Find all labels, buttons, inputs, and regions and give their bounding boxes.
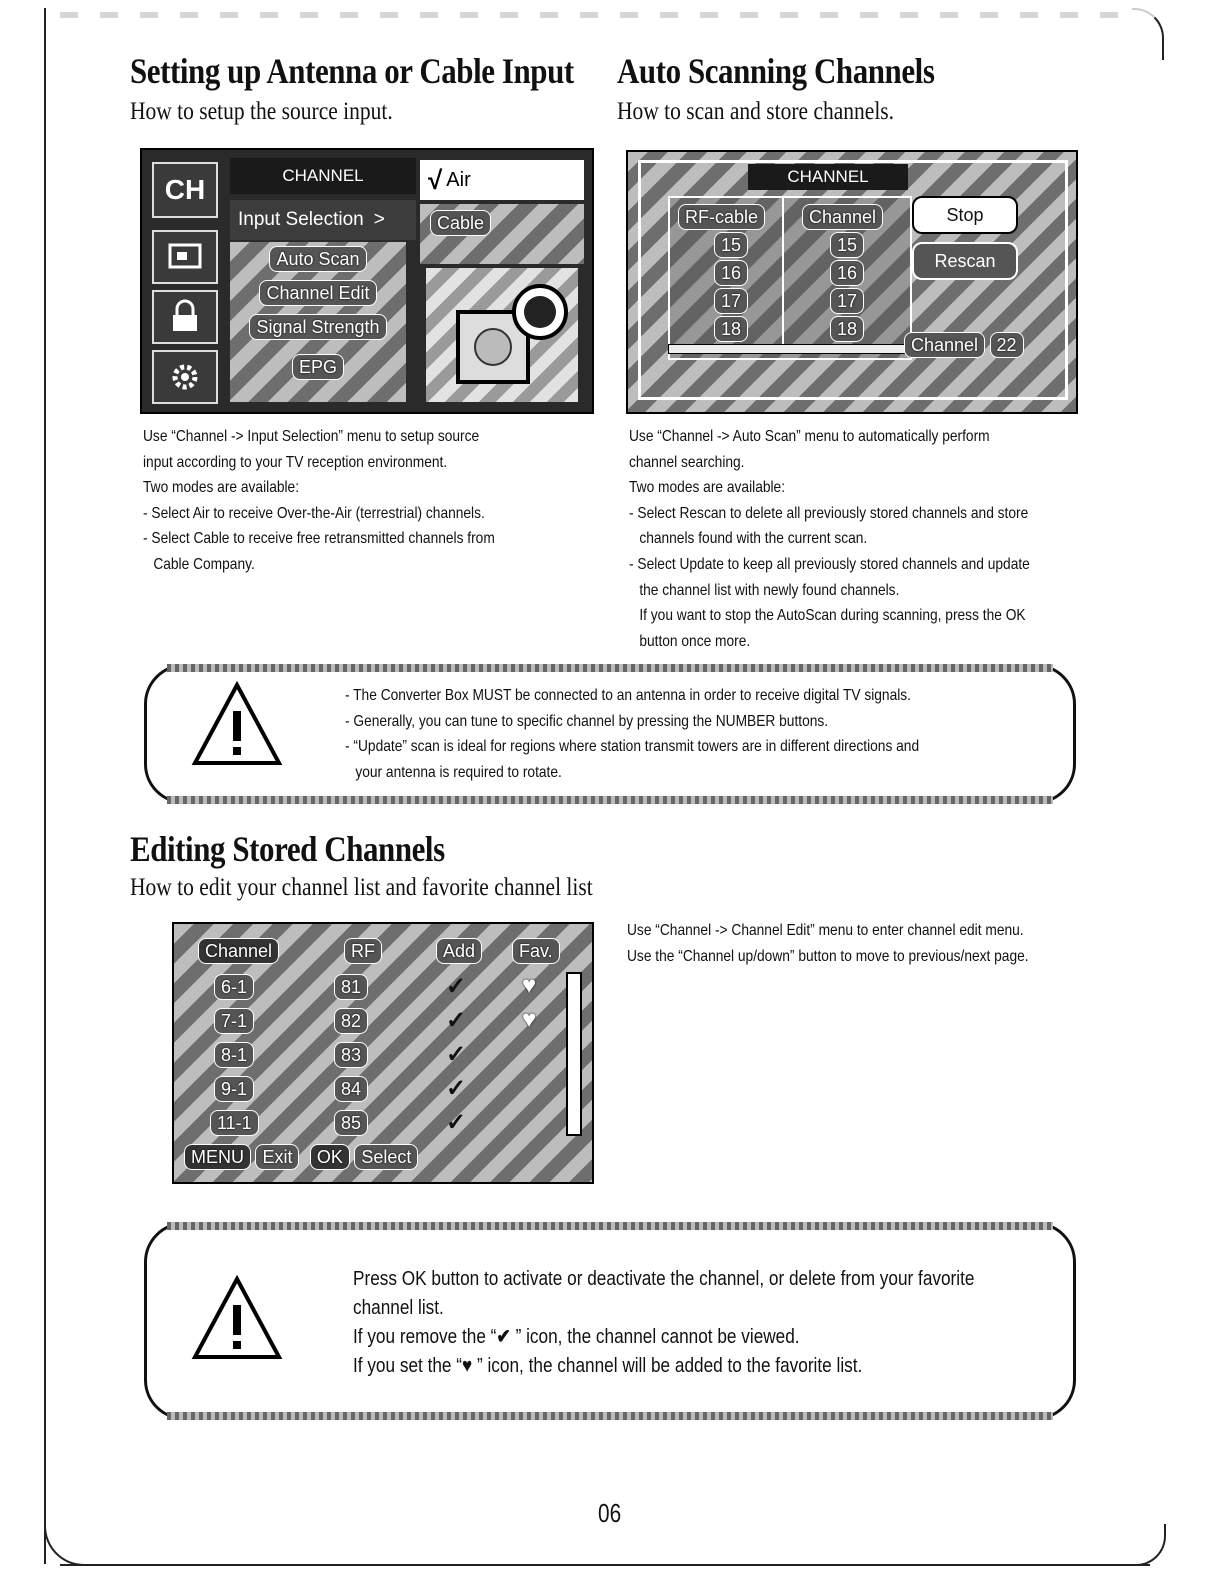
rescan-button[interactable] [912, 242, 1018, 280]
menu-item-channel-edit[interactable]: Channel Edit [259, 280, 376, 306]
row-channel: 11-1 [210, 1110, 259, 1136]
page-border-left [44, 8, 46, 1564]
rf-value: 17 [714, 288, 748, 314]
menu-item-epg[interactable]: EPG [292, 354, 344, 380]
antenna-description: Use “Channel -> Input Selection” menu to setup source input according to your TV reception environment. Two modes are available: - Select Air to receive Over-the-Air (terrestrial) channels. - Select Cable to receive free retransmitted channels from Cable Company. [143, 428, 495, 573]
option-cable-area [420, 204, 584, 264]
stop-button-label: Stop [946, 204, 984, 225]
row-channel: 9-1 [214, 1076, 254, 1102]
lock-icon [152, 290, 218, 344]
rf-value: 15 [714, 232, 748, 258]
rf-value: 18 [714, 316, 748, 342]
row-channel: 6-1 [214, 974, 254, 1000]
warning-note-1 [144, 664, 1076, 804]
col-channel: Channel [802, 204, 883, 230]
scan-table [668, 196, 912, 360]
menu-item-label: Input Selection [238, 209, 364, 230]
heart-icon: ♥ [461, 1355, 473, 1377]
row-channel: 8-1 [214, 1042, 254, 1068]
heart-icon[interactable]: ♥ [522, 972, 537, 999]
table-row[interactable] [184, 1006, 564, 1036]
edit-table-header [184, 934, 564, 968]
check-icon[interactable]: ✓ [446, 1007, 467, 1034]
note-1-text: - The Converter Box MUST be connected to an antenna in order to receive digital TV signals. - Generally, you can tune to specific channel by pressing the NUMBER buttons. - “Update” scan is ideal for regions where station transmit towers are in different directions and your antenna is required to rotate. [345, 687, 920, 781]
menu-header: CHANNEL [230, 158, 416, 194]
heart-icon[interactable]: ♥ [522, 1006, 537, 1033]
scan-progress-bar [668, 344, 910, 354]
section-subtitle-editing: How to edit your channel list and favorite channel list [130, 874, 593, 901]
header-channel: Channel [198, 938, 279, 964]
channel-value: 16 [830, 260, 864, 286]
table-row[interactable] [184, 972, 564, 1002]
page-border-corner [44, 1524, 86, 1566]
menu-list [230, 242, 406, 402]
autoscan-screenshot [626, 150, 1078, 414]
check-icon[interactable]: ✓ [446, 973, 467, 1000]
ok-key-action: Select [354, 1144, 418, 1170]
menu-item-input-selection[interactable] [230, 200, 416, 240]
warning-icon [191, 681, 283, 767]
note-2-line3: If you remove the “✔ ” icon, the channel cannot be viewed. [353, 1326, 800, 1348]
autoscan-description: Use “Channel -> Auto Scan” menu to automatically perform channel searching. Two modes are available: - Select Rescan to delete all previously stored channels and store channels found with the current scan. - Select Update to keep all previously stored channels and update the channel list with newly found channels. If you want to stop the AutoScan during scanning, press the OK button once more. [629, 428, 1030, 650]
rescan-button-label: Rescan [934, 250, 996, 271]
warning-note-2 [144, 1222, 1076, 1420]
ch-icon: CH [152, 162, 218, 218]
menu-item-auto-scan[interactable]: Auto Scan [269, 246, 366, 272]
col-rf-cable: RF-cable [678, 204, 765, 230]
header-add: Add [436, 938, 482, 964]
editing-description: Use “Channel -> Channel Edit” menu to enter channel edit menu. Use the “Channel up/down” button to move to previous/next page. [627, 922, 1029, 965]
check-icon[interactable]: ✓ [446, 1075, 467, 1102]
page-border-top-right [1132, 8, 1164, 60]
channel-edit-screenshot [172, 922, 594, 1184]
menu-key[interactable]: MENU [184, 1144, 251, 1170]
rf-value: 16 [714, 260, 748, 286]
gear-icon [152, 350, 218, 404]
check-icon[interactable]: ✓ [446, 1109, 467, 1136]
page-border-corner-right [1134, 1524, 1166, 1566]
menu-key-action: Exit [255, 1144, 299, 1170]
header-rf: RF [344, 938, 382, 964]
option-air[interactable] [420, 160, 584, 200]
scan-header: CHANNEL [748, 164, 908, 190]
channel-value: 18 [830, 316, 864, 342]
channel-value: 17 [830, 288, 864, 314]
table-row[interactable] [184, 1074, 564, 1104]
menu-screenshot [140, 148, 594, 414]
row-rf: 81 [334, 974, 368, 1000]
warning-icon [191, 1275, 283, 1361]
section-subtitle-autoscan: How to scan and store channels. [617, 98, 895, 125]
note-2-text: Press OK button to activate or deactivate the channel, or delete from your favorite channel list. If you remove the “✔ ” icon, the channel cannot be viewed. If you set the “♥ ” icon, the channel will be added to the favorite list. [353, 1265, 974, 1381]
stop-button[interactable] [912, 196, 1018, 234]
chevron-right-icon: > [373, 209, 385, 230]
page-border-bottom [60, 1564, 1150, 1566]
ok-key[interactable]: OK [310, 1144, 350, 1170]
antenna-globe-icon [448, 282, 568, 392]
page-number: 06 [598, 1498, 622, 1528]
check-icon[interactable]: ✓ [446, 1041, 467, 1068]
table-row[interactable] [184, 1040, 564, 1070]
channel-value: 15 [830, 232, 864, 258]
table-row[interactable] [184, 1108, 564, 1138]
checkmark-icon: ✔ [496, 1326, 511, 1348]
row-rf: 82 [334, 1008, 368, 1034]
row-rf: 85 [334, 1110, 368, 1136]
scan-noise [60, 12, 1120, 18]
section-title-antenna: Setting up Antenna or Cable Input [130, 51, 574, 91]
header-fav: Fav. [512, 938, 560, 964]
section-title-editing: Editing Stored Channels [130, 829, 445, 869]
row-channel: 7-1 [214, 1008, 254, 1034]
edit-scrollbar[interactable] [566, 972, 582, 1136]
check-icon: √ [428, 164, 443, 195]
note-2-line4: If you set the “♥ ” icon, the channel will be added to the favorite list. [353, 1355, 863, 1377]
option-air-label: Air [446, 168, 471, 191]
channel-count: 22 [990, 332, 1024, 358]
picture-icon [152, 230, 218, 284]
section-title-autoscan: Auto Scanning Channels [617, 51, 935, 91]
section-subtitle-antenna: How to setup the source input. [130, 98, 393, 125]
channel-count-label: Channel [904, 332, 985, 358]
row-rf: 84 [334, 1076, 368, 1102]
option-cable[interactable]: Cable [430, 210, 491, 236]
row-rf: 83 [334, 1042, 368, 1068]
menu-item-signal-strength[interactable]: Signal Strength [249, 314, 386, 340]
menu-preview [426, 268, 578, 402]
edit-footer [184, 1144, 418, 1170]
